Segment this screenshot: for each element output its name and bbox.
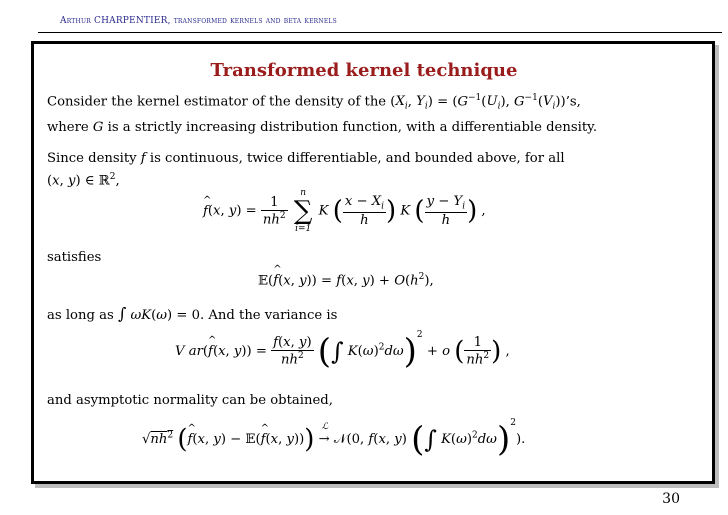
equation-normality: $√nh^2$ (^ f(x, y) − 𝔼(^ f(x, y))) ℒ → 𝒩(0, f(x, y) (∫ $K(\omega)^2d\omega)^2$).	[142, 418, 525, 457]
running-header: Arthur CHARPENTIER, transformed kernels and beta kernels	[60, 16, 337, 26]
equation-variance: V ar(^ f(x, y)) = $\frac{f(x, y)}{nh^2}$ (∫ $K(\omega)^2d\omega)^2 + o$ ( $\frac{1}{nh^2}$ ) ,	[175, 330, 510, 369]
satisfies-text: satisfies	[47, 250, 102, 265]
asymptotic-text: and asymptotic normality can be obtained,	[47, 393, 333, 408]
paragraph-2-line-2: (x, y) ∈ ℝ$^2$,	[47, 172, 120, 189]
page-number: 30	[662, 491, 680, 507]
header-rule	[38, 32, 722, 33]
paragraph-1-line-1: Consider the kernel estimator of the density of the ($X_i$, $Y_i) = (G^{-1}(U_i)$, $G^{-1}(V_i))’s$,	[47, 93, 581, 113]
slide-title: Transformed kernel technique	[210, 60, 518, 81]
equation-expectation: 𝔼(^ f(x, y)) = f(x, $y) + O(h^2)$,	[258, 272, 434, 288]
condition-line: as long as ∫ ωK(ω) = 0. And the variance is	[47, 304, 338, 323]
paragraph-2-line-1: Since density f is continuous, twice differentiable, and bounded above, for all	[47, 151, 565, 166]
paragraph-1-line-2: where G is a strictly increasing distribution function, with a differentiable density.	[47, 120, 598, 135]
equation-estimator: ^ f(x, y) = $\frac{1}{nh^2}$ n ∑ i=1 K ( $\frac{x - X_i}{h}$ ) K ( $\frac{y - Y_i}{h}$ ) ,	[203, 188, 486, 234]
